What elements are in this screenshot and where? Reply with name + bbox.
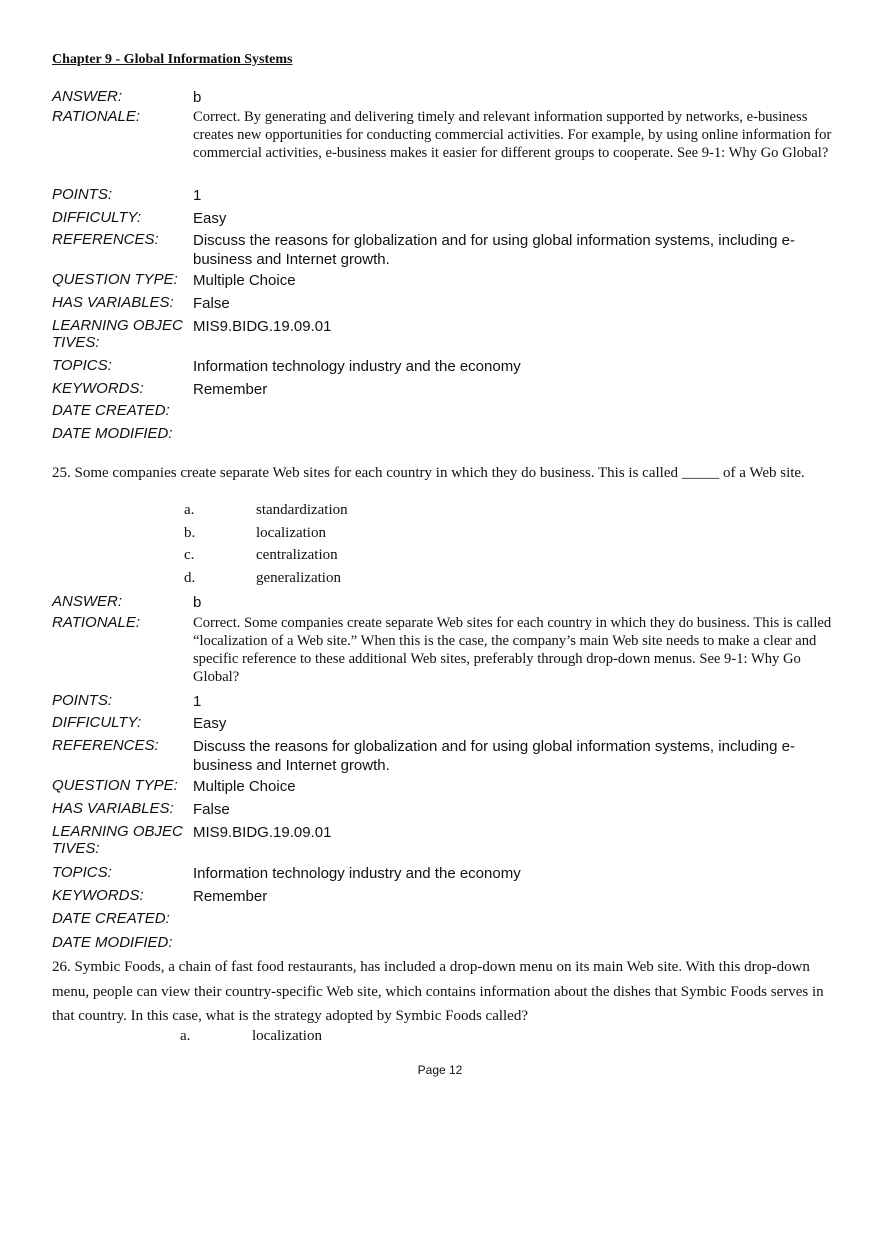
learning-objectives-label: LEARNING OBJEC TIVES:: [52, 823, 183, 857]
question-25-text: 25. Some companies create separate Web sites for each country in which they do business. This is called _____ of a Web site.: [52, 465, 805, 481]
option-text: standardization: [256, 502, 348, 518]
option-text: generalization: [256, 570, 341, 586]
question-26-text: 26. Symbic Foods, a chain of fast food restaurants, has included a drop-down menu on its main Web site. With this drop-down menu, people can view their country-specific Web site, which contains information about the dishes that Symbic Foods serves in that country. In this case, what is the strategy adopted by Symbic Foods called?: [52, 959, 824, 1024]
option-text: localization: [252, 1028, 322, 1044]
answer-label: ANSWER:: [52, 593, 123, 610]
keywords-label: KEYWORDS:: [52, 887, 144, 904]
question-type-label: QUESTION TYPE:: [52, 777, 178, 794]
points-label: POINTS:: [52, 186, 113, 203]
difficulty-label: DIFFICULTY:: [52, 209, 142, 226]
option-letter: c.: [184, 547, 195, 563]
references-label: REFERENCES:: [52, 231, 159, 248]
chapter-title: Chapter 9 - Global Information Systems: [52, 52, 293, 67]
difficulty-label: DIFFICULTY:: [52, 714, 142, 731]
references-value: Discuss the reasons for globalization and for using global information systems, including e-business and Internet growth.: [193, 232, 795, 268]
keywords-value: Remember: [193, 381, 268, 398]
has-variables-label: HAS VARIABLES:: [52, 800, 174, 817]
page-number: Page 12: [417, 1063, 463, 1077]
option-text: localization: [256, 525, 326, 541]
topics-label: TOPICS:: [52, 357, 112, 374]
has-variables-value: False: [193, 295, 230, 312]
difficulty-value: Easy: [193, 715, 227, 732]
answer-value: b: [193, 594, 202, 611]
topics-value: Information technology industry and the economy: [193, 358, 521, 375]
rationale-label: RATIONALE:: [52, 614, 141, 631]
date-created-label: DATE CREATED:: [52, 910, 170, 927]
question-type-value: Multiple Choice: [193, 778, 296, 795]
answer-label: ANSWER:: [52, 88, 123, 105]
option-letter: a.: [184, 502, 195, 518]
references-label: REFERENCES:: [52, 737, 159, 754]
rationale-label: RATIONALE:: [52, 108, 141, 125]
topics-value: Information technology industry and the economy: [193, 865, 521, 882]
difficulty-value: Easy: [193, 210, 227, 227]
has-variables-label: HAS VARIABLES:: [52, 294, 174, 311]
learning-objectives-value: MIS9.BIDG.19.09.01: [193, 318, 332, 335]
points-value: 1: [193, 693, 202, 710]
date-modified-label: DATE MODIFIED:: [52, 934, 173, 951]
date-modified-label: DATE MODIFIED:: [52, 425, 173, 442]
question-type-label: QUESTION TYPE:: [52, 271, 178, 288]
learning-objectives-label: LEARNING OBJEC TIVES:: [52, 317, 183, 351]
topics-label: TOPICS:: [52, 864, 112, 881]
option-text: centralization: [256, 547, 338, 563]
points-value: 1: [193, 187, 202, 204]
option-letter: d.: [184, 570, 196, 586]
learning-objectives-value: MIS9.BIDG.19.09.01: [193, 824, 332, 841]
date-created-label: DATE CREATED:: [52, 402, 170, 419]
has-variables-value: False: [193, 801, 230, 818]
answer-value: b: [193, 89, 202, 106]
question-type-value: Multiple Choice: [193, 272, 296, 289]
rationale-value: Correct. By generating and delivering timely and relevant information supported by networks, e-business creates new opportunities for conducting commercial activities. For example, by using online information for commercial activities, e-business makes it easier for different groups to cooperate. See 9-1: Why Go Global?: [193, 109, 832, 161]
rationale-value: Correct. Some companies create separate Web sites for each country in which they do business. This is called “localization of a Web site.” When this is the case, the company’s main Web site needs to make a clear and specific reference to these additional Web sites, preferably through drop-down menus. See 9-1: Why Go Global?: [193, 615, 832, 685]
keywords-label: KEYWORDS:: [52, 380, 144, 397]
option-letter: b.: [184, 525, 196, 541]
points-label: POINTS:: [52, 692, 113, 709]
option-letter: a.: [180, 1028, 191, 1044]
keywords-value: Remember: [193, 888, 268, 905]
references-value: Discuss the reasons for globalization and for using global information systems, including e-business and Internet growth.: [193, 738, 795, 774]
